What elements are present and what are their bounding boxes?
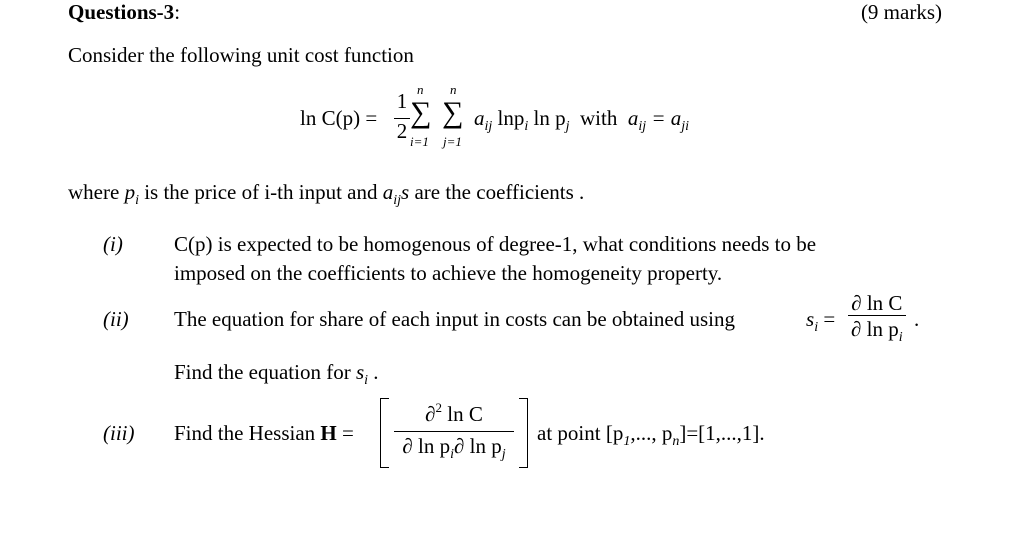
- hessian-text: Find the Hessian H =: [174, 421, 354, 445]
- item-ii-line1: The equation for share of each input in costs can be obtained using: [174, 307, 735, 331]
- summand: $a_{ij}$ lnp$_i$ $\ln p_j$ with $a_{ij} = a_{ji}$: [474, 106, 690, 134]
- hessian-denominator: ∂ $\ln p_i\partial$ $\ln p_j$: [402, 434, 506, 462]
- share-fraction-den: ∂ $\ln p_i$: [851, 317, 903, 345]
- intro-text: Consider the following unit cost function: [68, 43, 414, 67]
- sum-i-upper: n: [417, 82, 424, 97]
- item-iii-label: (iii): [103, 421, 135, 445]
- item-i-line2: imposed on the coefficients to achieve the homogeneity property.: [174, 261, 723, 285]
- hessian-bracket: [380, 398, 528, 468]
- item-ii-label: (ii): [103, 307, 129, 331]
- share-equation-end: .: [914, 307, 920, 331]
- right-bracket: [519, 398, 528, 468]
- item-i-line1: C(p) is expected to be homogenous of degree-1, what conditions needs to be: [174, 232, 817, 256]
- evaluation-point: at point [$p_1$,..., $p_n]=[1,...,1]$.: [537, 421, 765, 449]
- where-line: where $p_i$ is the price of i-th input and $a_{ij}s$ are the coefficients .: [68, 180, 585, 208]
- equation-lhs: ln C(p) =: [300, 106, 378, 130]
- share-fraction: [848, 291, 906, 346]
- question-title: Questions-3:: [68, 0, 181, 24]
- item-i-label: (i): [103, 232, 123, 256]
- sum-i-sigma: ∑: [410, 96, 432, 129]
- half-numerator: 1: [396, 89, 408, 113]
- sum-j-upper: n: [450, 82, 457, 97]
- share-equation-lhs: $s_i$ =: [806, 307, 836, 335]
- sum-i-lower: i=1: [410, 134, 429, 149]
- share-fraction-num: ∂ ln C: [848, 291, 906, 316]
- item-ii-line2: Find the equation for $s_i$ .: [174, 360, 379, 388]
- sum-j-sigma: ∑: [442, 96, 464, 129]
- left-bracket: [380, 398, 389, 468]
- sum-j-lower: j=1: [443, 134, 462, 149]
- hessian-numerator: ∂$^2$ ln C: [394, 400, 514, 432]
- half-denominator: 2: [396, 119, 408, 143]
- marks-label: (9 marks): [860, 0, 942, 24]
